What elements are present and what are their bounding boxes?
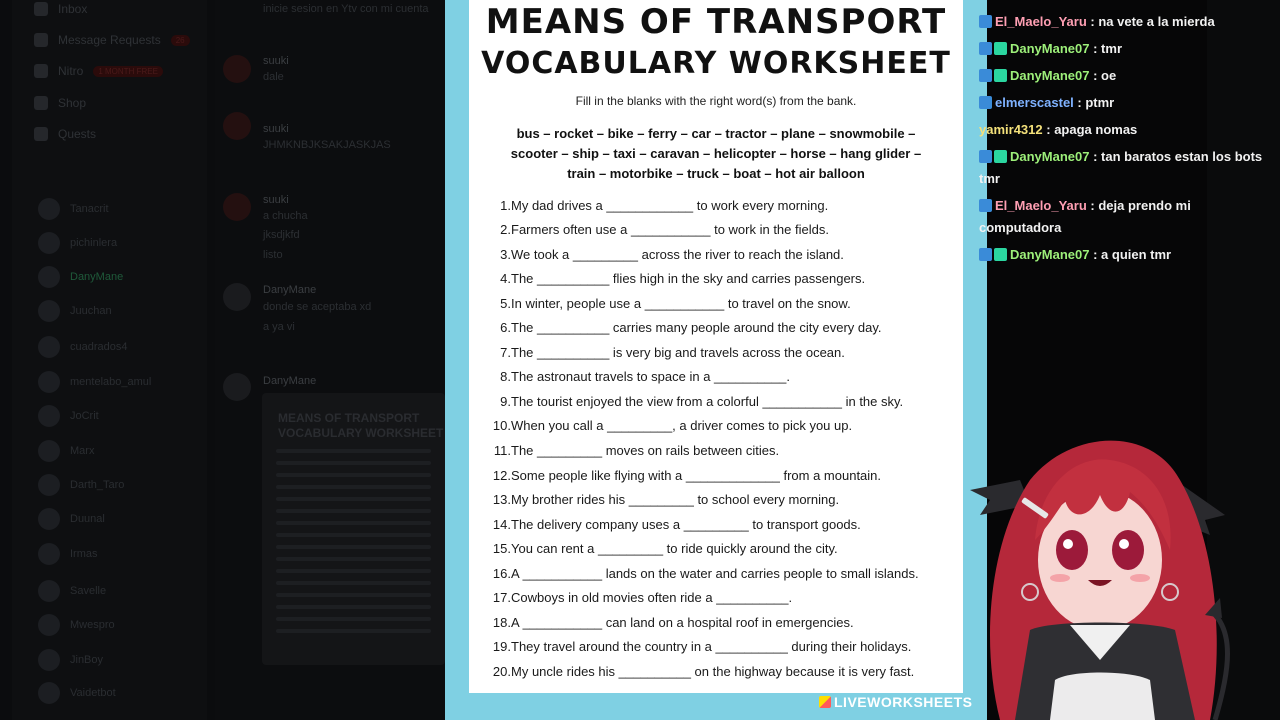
vip-badge-icon: [979, 199, 992, 212]
question-item: 8. The astronaut travels to space in a __________.: [500, 369, 790, 384]
word-bank-line: bus – rocket – bike – ferry – car – tractor – plane – snowmobile –: [516, 126, 916, 141]
quests-icon: [34, 127, 48, 141]
bg-message: jksdjkfd: [263, 229, 300, 241]
eye-right: [1112, 530, 1144, 570]
question-item: 15. You can rent a _________ to ride quickly around the city.: [492, 541, 838, 556]
avatar: [38, 198, 60, 220]
bg-message: donde se aceptaba xd: [263, 301, 372, 313]
vip-badge-icon: [979, 42, 992, 55]
chat-username: El_Maelo_Yaru: [995, 198, 1087, 213]
word-bank-line: scooter – ship – taxi – caravan – helicopter – horse – hang glider –: [510, 146, 922, 161]
chat-message: DanyMane07 : a quien tmr: [979, 244, 1265, 266]
sidebar-item: Nitro 1 MONTH FREE: [34, 64, 163, 78]
member-item: DanyMane: [38, 266, 123, 288]
nitro-icon: [34, 64, 48, 78]
chat-message: DanyMane07 : oe: [979, 65, 1265, 87]
word-bank-line: train – motorbike – truck – boat – hot air balloon: [567, 166, 865, 181]
subscriber-badge-icon: [994, 248, 1007, 261]
avatar: [38, 614, 60, 636]
mail-icon: [34, 33, 48, 47]
question-item: 2. Farmers often use a ___________ to work in the fields.: [500, 222, 829, 237]
question-item: 11. The _________ moves on rails between cities.: [493, 443, 780, 458]
vtuber-avatar: [960, 420, 1260, 720]
member-item: cuadrados4: [38, 336, 128, 358]
chat-username: DanyMane07: [1010, 247, 1090, 262]
worksheet-preview-thumbnail: MEANS OF TRANSPORT VOCABULARY WORKSHEET: [262, 393, 445, 665]
question-item: 19. They travel around the country in a __________ during their holidays.: [492, 639, 912, 654]
avatar: [38, 474, 60, 496]
question-item: 7. The __________ is very big and travels across the ocean.: [500, 345, 845, 360]
bg-message: DanyMane: [263, 284, 317, 296]
bg-message: a chucha: [263, 210, 308, 222]
chat-username: DanyMane07: [1010, 68, 1090, 83]
question-item: 6. The __________ carries many people around the city every day.: [500, 320, 882, 335]
member-item: pichinlera: [38, 232, 117, 254]
vip-badge-icon: [979, 69, 992, 82]
sidebar-item: Shop: [34, 96, 86, 110]
avatar: [38, 371, 60, 393]
member-item: Tanacrit: [38, 198, 109, 220]
avatar: [38, 649, 60, 671]
question-item: 20. My uncle rides his __________ on the highway because it is very fast.: [492, 664, 915, 679]
question-item: 10. When you call a _________, a driver comes to pick you up.: [492, 418, 853, 433]
worksheet-subtitle: VOCABULARY WORKSHEET: [481, 46, 951, 81]
question-item: 4. The __________ flies high in the sky and carries passengers.: [500, 271, 866, 286]
avatar: [38, 300, 60, 322]
vip-badge-icon: [979, 96, 992, 109]
bg-message: a ya vi: [263, 321, 295, 333]
member-item: Mwespro: [38, 614, 115, 636]
subscriber-badge-icon: [994, 42, 1007, 55]
question-item: 1. My dad drives a ____________ to work every morning.: [500, 198, 829, 213]
chat-username: DanyMane07: [1010, 41, 1090, 56]
chat-message: DanyMane07 : tan baratos estan los bots tmr: [979, 149, 1263, 186]
member-item: Juuchan: [38, 300, 112, 322]
avatar: [38, 580, 60, 602]
member-item: Irmas: [38, 543, 98, 565]
question-item: 12. Some people like flying with a _____________ from a mountain.: [492, 468, 882, 483]
avatar: [38, 405, 60, 427]
sidebar-item: Inbox: [34, 2, 87, 16]
chat-username: El_Maelo_Yaru: [995, 14, 1087, 29]
question-item: 13. My brother rides his _________ to school every morning.: [492, 492, 840, 507]
chat-username: yamir4312: [979, 122, 1043, 137]
avatar: [38, 543, 60, 565]
question-item: 9. The tourist enjoyed the view from a colorful ___________ in the sky.: [500, 394, 904, 409]
avatar: [223, 193, 251, 221]
question-item: 3. We took a _________ across the river to reach the island.: [500, 247, 844, 262]
worksheet-page: [469, 0, 963, 693]
inbox-icon: [34, 2, 48, 16]
worksheet-instructions: Fill in the blanks with the right word(s) from the bank.: [575, 94, 857, 108]
chat-username: DanyMane07: [1010, 149, 1090, 164]
chat-username: elmerscastel: [995, 95, 1074, 110]
avatar: [38, 440, 60, 462]
worksheet-title: MEANS OF TRANSPORT: [485, 2, 947, 42]
member-item: JinBoy: [38, 649, 103, 671]
member-item: mentelabo_amul: [38, 371, 151, 393]
eye-left: [1056, 530, 1088, 570]
vip-badge-icon: [979, 248, 992, 261]
chat-message: elmerscastel : ptmr: [979, 92, 1265, 114]
member-item: Duunal: [38, 508, 105, 530]
avatar: [38, 266, 60, 288]
liveworksheets-logo-icon: [819, 696, 831, 708]
bg-message: inicie sesion en Ytv con mi cuenta: [263, 3, 429, 15]
bg-message: dale: [263, 71, 284, 83]
member-item: Marx: [38, 440, 94, 462]
question-item: 14. The delivery company uses a _________ to transport goods.: [492, 517, 861, 532]
liveworksheets-logo: LIVEWORKSHEETS: [819, 694, 972, 710]
worksheet-frame: [445, 0, 987, 720]
chat-message: yamir4312 : apaga nomas: [979, 122, 1138, 137]
bg-message: suuki: [263, 194, 289, 206]
subscriber-badge-icon: [994, 150, 1007, 163]
member-item: Darth_Taro: [38, 474, 124, 496]
avatar: [38, 336, 60, 358]
question-item: 5. In winter, people use a ___________ to travel on the snow.: [500, 296, 851, 311]
avatar: [38, 508, 60, 530]
chat-message: El_Maelo_Yaru : deja prendo mi computadora: [979, 198, 1191, 235]
question-item: 17. Cowboys in old movies often ride a __________.: [492, 590, 793, 605]
avatar: [38, 682, 60, 704]
bg-message: listo: [263, 249, 283, 261]
subscriber-badge-icon: [994, 69, 1007, 82]
member-item: Savelle: [38, 580, 106, 602]
member-item: Vaidetbot: [38, 682, 116, 704]
sidebar-item: Quests: [34, 127, 96, 141]
chat-message: DanyMane07 : tmr: [979, 38, 1265, 60]
avatar: [223, 112, 251, 140]
avatar: [223, 55, 251, 83]
vip-badge-icon: [979, 150, 992, 163]
avatar: [223, 283, 251, 311]
background-sidebar: [12, 0, 207, 720]
word-bank: [499, 124, 933, 184]
bg-message: DanyMane: [263, 375, 317, 387]
bg-message: suuki: [263, 55, 289, 67]
background-app-window: [0, 0, 445, 720]
shop-icon: [34, 96, 48, 110]
sidebar-item: Message Requests 26: [34, 33, 190, 47]
bg-message: JHMKNBJKSAKJASKJAS: [263, 139, 391, 151]
avatar: [223, 373, 251, 401]
avatar: [38, 232, 60, 254]
member-item: JoCrit: [38, 405, 99, 427]
question-item: 16. A ___________ lands on the water and carries people to small islands.: [492, 566, 919, 581]
bg-message: suuki: [263, 123, 289, 135]
chat-message: El_Maelo_Yaru : na vete a la mierda: [979, 11, 1265, 33]
vip-badge-icon: [979, 15, 992, 28]
question-item: 18. A ___________ can land on a hospital roof in emergencies.: [492, 615, 854, 630]
